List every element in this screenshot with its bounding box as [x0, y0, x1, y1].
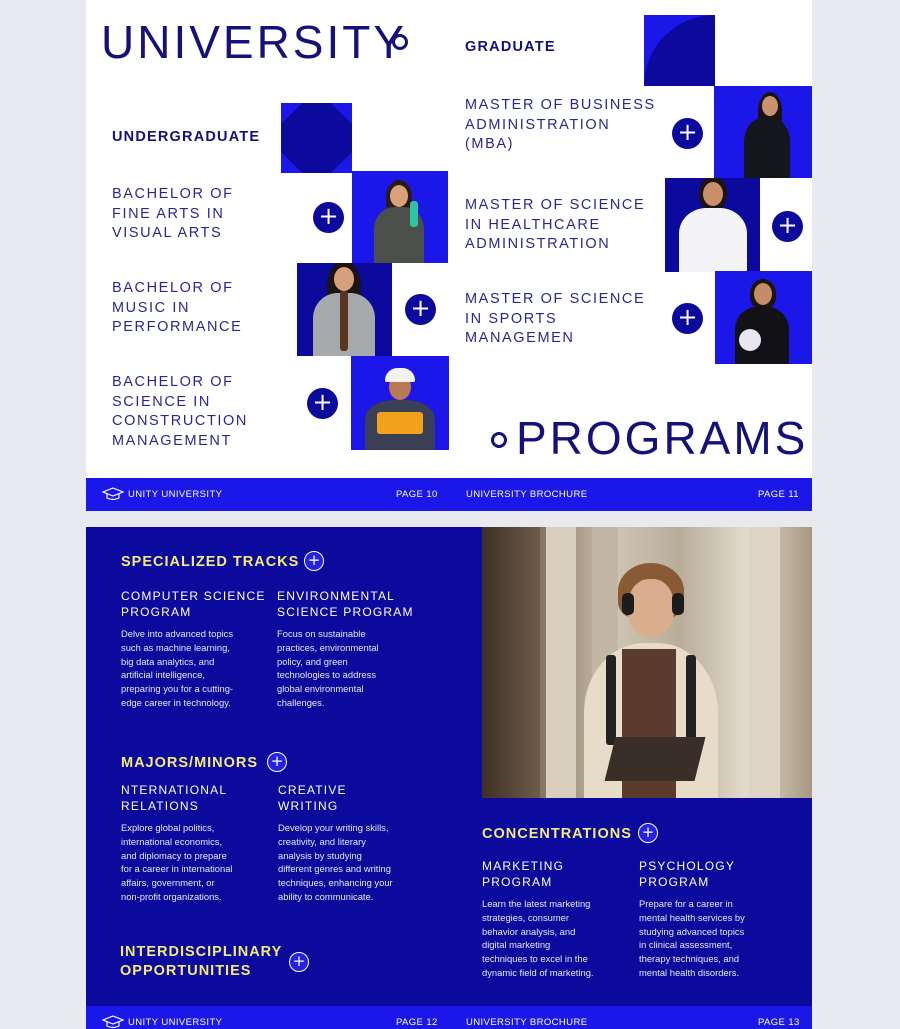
concentration-desc: Prepare for a career in mental health services by studying advanced topics in clinical assessment, therapy techniques, and mental health disorders. [639, 898, 745, 978]
student-photo-mba [714, 86, 812, 178]
concentration-title: MARKETING PROGRAM [482, 859, 565, 889]
program-sports: MASTER OF SCIENCE IN SPORTS MANAGEMEN [465, 291, 646, 346]
program-music: BACHELOR OF MUSIC IN PERFORMANCE [112, 280, 243, 335]
footer-brand: UNITY UNIVERSITY [128, 489, 223, 500]
program-bfa: BACHELOR OF FINE ARTS IN VISUAL ARTS [112, 186, 234, 241]
graduate-heading: GRADUATE [465, 39, 556, 55]
concentration-title: PSYCHOLOGY PROGRAM [639, 859, 736, 889]
quarter-circle-shape [644, 15, 715, 86]
ring-icon [491, 432, 507, 448]
plus-icon[interactable]: + [307, 388, 338, 419]
major-desc: Develop your writing skills, creativity, and literary analysis by studying different genres and writing techniques, enhancing your ability to communicate. [278, 822, 393, 902]
student-photo-headphones [482, 527, 812, 798]
title-programs: PROGRAMS [516, 412, 809, 464]
concentrations-heading: CONCENTRATIONS [482, 826, 632, 842]
program-construction: BACHELOR OF SCIENCE IN CONSTRUCTION MANAGEMENT [112, 374, 248, 449]
spread-pages-12-13 [86, 527, 812, 1029]
specialized-heading: SPECIALIZED TRACKS [121, 554, 300, 570]
footer-bar [86, 1006, 812, 1029]
plus-icon[interactable]: + [672, 303, 703, 334]
ring-icon [392, 34, 408, 50]
track-title: ENVIRONMENTAL SCIENCE PROGRAM [277, 589, 414, 619]
footer-page-right: PAGE 13 [758, 1017, 800, 1028]
plus-icon[interactable]: + [405, 294, 436, 325]
footer-page-left: PAGE 12 [396, 1017, 438, 1028]
student-photo-music [297, 263, 392, 356]
concentration-desc: Learn the latest marketing strategies, consumer behavior analysis, and digital marketing techniques to excel in the dynamic field of marketing. [482, 898, 594, 978]
major-desc: Explore global politics, international economics, and diplomacy to prepare for a career in international affairs, government, or non-profit organizations. [121, 822, 233, 902]
footer-bar [86, 478, 812, 511]
program-mba: MASTER OF BUSINESS ADMINISTRATION (MBA) [465, 97, 656, 152]
footer-page-right: PAGE 11 [758, 489, 799, 500]
plus-icon[interactable]: + [313, 202, 344, 233]
student-photo-healthcare [665, 178, 760, 272]
major-title: NTERNATIONAL RELATIONS [121, 783, 228, 813]
plus-icon[interactable]: + [304, 551, 324, 571]
footer-brand: UNITY UNIVERSITY [128, 1017, 223, 1028]
footer-page-left: PAGE 10 [396, 489, 438, 500]
major-title: CREATIVE WRITING [278, 783, 347, 813]
plus-icon[interactable]: + [672, 118, 703, 149]
student-photo-art [352, 171, 448, 263]
footer-brochure: UNIVERSITY BROCHURE [466, 489, 588, 500]
track-title: COMPUTER SCIENCE PROGRAM [121, 589, 266, 619]
spread-pages-10-11 [86, 0, 812, 511]
footer-brochure: UNIVERSITY BROCHURE [466, 1017, 588, 1028]
majors-heading: MAJORS/MINORS [121, 755, 259, 771]
plus-icon[interactable]: + [289, 952, 309, 972]
plus-icon[interactable]: + [267, 752, 287, 772]
plus-icon[interactable]: + [772, 211, 803, 242]
track-desc: Focus on sustainable practices, environmental policy, and green technologies to address global environmental challenges. [277, 628, 379, 708]
graduation-cap-icon [102, 1015, 124, 1029]
student-photo-sports [715, 271, 812, 364]
title-university: UNIVERSITY [101, 16, 408, 68]
program-healthcare: MASTER OF SCIENCE IN HEALTHCARE ADMINISTRATION [465, 197, 646, 252]
student-photo-construction [351, 356, 449, 450]
interdisciplinary-heading: INTERDISCIPLINARY OPPORTUNITIES [120, 944, 283, 979]
graduation-cap-icon [102, 487, 124, 504]
track-desc: Delve into advanced topics such as machine learning, big data analytics, and artificial intelligence, preparing you for a cutting- edge career in technology. [121, 628, 234, 708]
plus-icon[interactable]: + [638, 823, 658, 843]
undergraduate-heading: UNDERGRADUATE [112, 129, 261, 145]
